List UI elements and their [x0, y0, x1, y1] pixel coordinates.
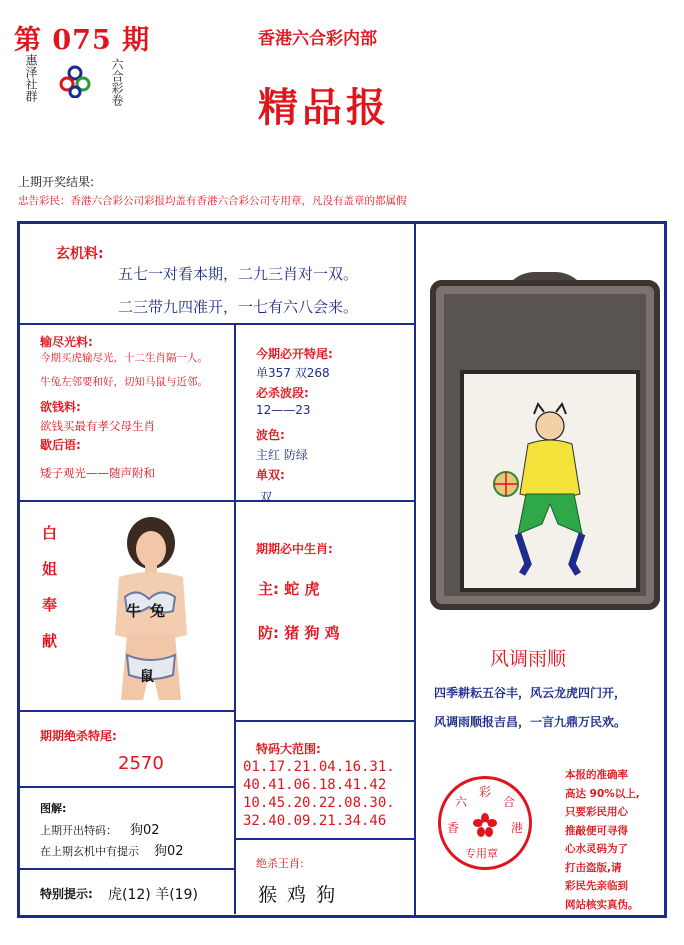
- xiehou-text: 矮子观光——随声附和: [40, 466, 155, 480]
- accuracy-line-5: 心水灵码为了: [565, 843, 628, 855]
- bai-jie-vertical: 白姐奉献: [42, 524, 58, 650]
- juesha-wang-label: 绝杀王肖:: [256, 857, 304, 870]
- qian-label: 欲钱料:: [40, 400, 81, 414]
- accuracy-line-2: 高达 90%以上,: [565, 787, 640, 800]
- accuracy-line-3: 只要彩民用心: [565, 806, 628, 818]
- photo-overlay-b: 兔: [150, 602, 166, 620]
- divider-right-column: [414, 224, 416, 740]
- stamp-char-left: 香: [447, 821, 460, 835]
- tema-row-4: 32.40.09.21.34.46: [243, 813, 387, 829]
- odd-text: 双: [260, 490, 273, 504]
- stamp-char-right: 港: [511, 821, 524, 835]
- qian-text: 欲钱买最有孝父母生肖: [40, 419, 155, 433]
- accuracy-line-1: 本报的准确率: [565, 769, 628, 781]
- issue-number: 第 075 期: [14, 25, 151, 56]
- shujin-label: 输尽光料:: [40, 335, 93, 349]
- zhongsheng-fang: 防: 猪 狗 鸡: [258, 624, 340, 642]
- divider-2: [20, 500, 415, 502]
- divider-middle: [234, 324, 236, 914]
- accuracy-notice: [565, 766, 665, 914]
- divider-right-lower: [414, 740, 416, 916]
- divider-3: [20, 710, 235, 712]
- notice-line: 忠告彩民：香港六合彩公司彩报均盖有香港六合彩公司专用章，凡没有盖章的都属假: [18, 195, 407, 207]
- shujin-line-2: 牛兔左邻要和好，切知马鼠与近邻。: [40, 376, 208, 388]
- tema-label: 特码大范围:: [256, 742, 321, 756]
- tewei-label: 今期必开特尾:: [256, 347, 333, 361]
- official-stamp: [438, 776, 532, 870]
- poem-line-1: 四季耕耘五谷丰，风云龙虎四门开，: [434, 686, 627, 700]
- xuanji-line-1: 五七一对看本期，二九三肖对一双。: [118, 265, 359, 283]
- divider-5: [236, 838, 416, 840]
- shujin-line-1: 今期买虎输尽光，十二生肖隔一人。: [40, 352, 208, 364]
- stamp-char-tr: 合: [503, 795, 516, 809]
- tujie-label: 图解:: [40, 802, 67, 815]
- tujie-line-2-value: 狗02: [154, 844, 184, 859]
- accuracy-line-6: 打击盗版,请: [565, 861, 622, 874]
- accuracy-line-7: 彩民先亲临到: [565, 880, 628, 892]
- bo-range: 12——23: [256, 403, 311, 417]
- xuanji-line-2: 二三带九四准开，一七有六八会来。: [118, 298, 359, 316]
- tebie-value: 虎(12) 羊(19): [108, 887, 198, 903]
- header-title: 香港六合彩内部: [258, 29, 377, 49]
- xuanji-label: 玄机料:: [56, 246, 104, 262]
- left-vertical-text-1: 惠泽社群: [24, 54, 38, 102]
- stamp-flower-icon: [473, 813, 497, 837]
- photo-overlay-c: 鼠: [140, 669, 154, 685]
- zhongsheng-label: 期期必中生肖:: [256, 542, 333, 556]
- accuracy-line-8: 网站核实真伪。: [565, 898, 639, 911]
- tebie-label: 特别提示:: [40, 887, 93, 901]
- tujie-line-1-value: 狗02: [130, 823, 160, 838]
- mirror-caption: 风调雨顺: [490, 648, 567, 670]
- juesha-wang-value: 猴 鸡 狗: [258, 884, 338, 906]
- poem-line-2: 风调雨顺报吉昌，一言九鼎万民欢。: [434, 715, 627, 729]
- odd-label: 单双:: [256, 468, 285, 482]
- tema-row-1: 01.17.21.04.16.31.: [243, 759, 395, 775]
- zhongsheng-main: 主: 蛇 虎: [258, 580, 320, 598]
- color-label: 波色:: [256, 428, 285, 442]
- lottery-logo-icon: [58, 64, 92, 98]
- color-text: 主红 防绿: [256, 448, 308, 462]
- juesha-value: 2570: [118, 753, 164, 774]
- stamp-char-top: 彩: [479, 785, 492, 799]
- mirror-painting: [460, 370, 640, 592]
- divider-6: [20, 868, 235, 870]
- tewei-dan-shuang: 单357 双268: [256, 366, 330, 380]
- stamp-bottom-text: 专用章: [465, 847, 498, 860]
- tujie-line-2-label: 在上期玄机中有提示: [40, 845, 139, 858]
- accuracy-line-4: 推敲便可寻得: [565, 824, 628, 837]
- divider-3b: [236, 720, 416, 722]
- divider-4: [20, 786, 235, 788]
- photo-overlay-a: 牛: [126, 602, 142, 620]
- tujie-line-1-label: 上期开出特码：: [40, 824, 117, 837]
- xiehou-label: 歇后语:: [40, 438, 81, 452]
- tema-row-3: 10.45.20.22.08.30.: [243, 795, 395, 811]
- stamp-char-tl: 六: [455, 795, 468, 809]
- juesha-label: 期期绝杀特尾:: [40, 729, 117, 743]
- left-vertical-text-2: 六合彩卷: [110, 58, 124, 106]
- divider-1: [20, 323, 415, 325]
- tema-row-2: 40.41.06.18.41.42: [243, 777, 387, 793]
- big-title: 精品报: [258, 84, 390, 131]
- last-result-line: 上期开奖结果:: [18, 175, 95, 189]
- bo-label: 必杀波段:: [256, 386, 309, 400]
